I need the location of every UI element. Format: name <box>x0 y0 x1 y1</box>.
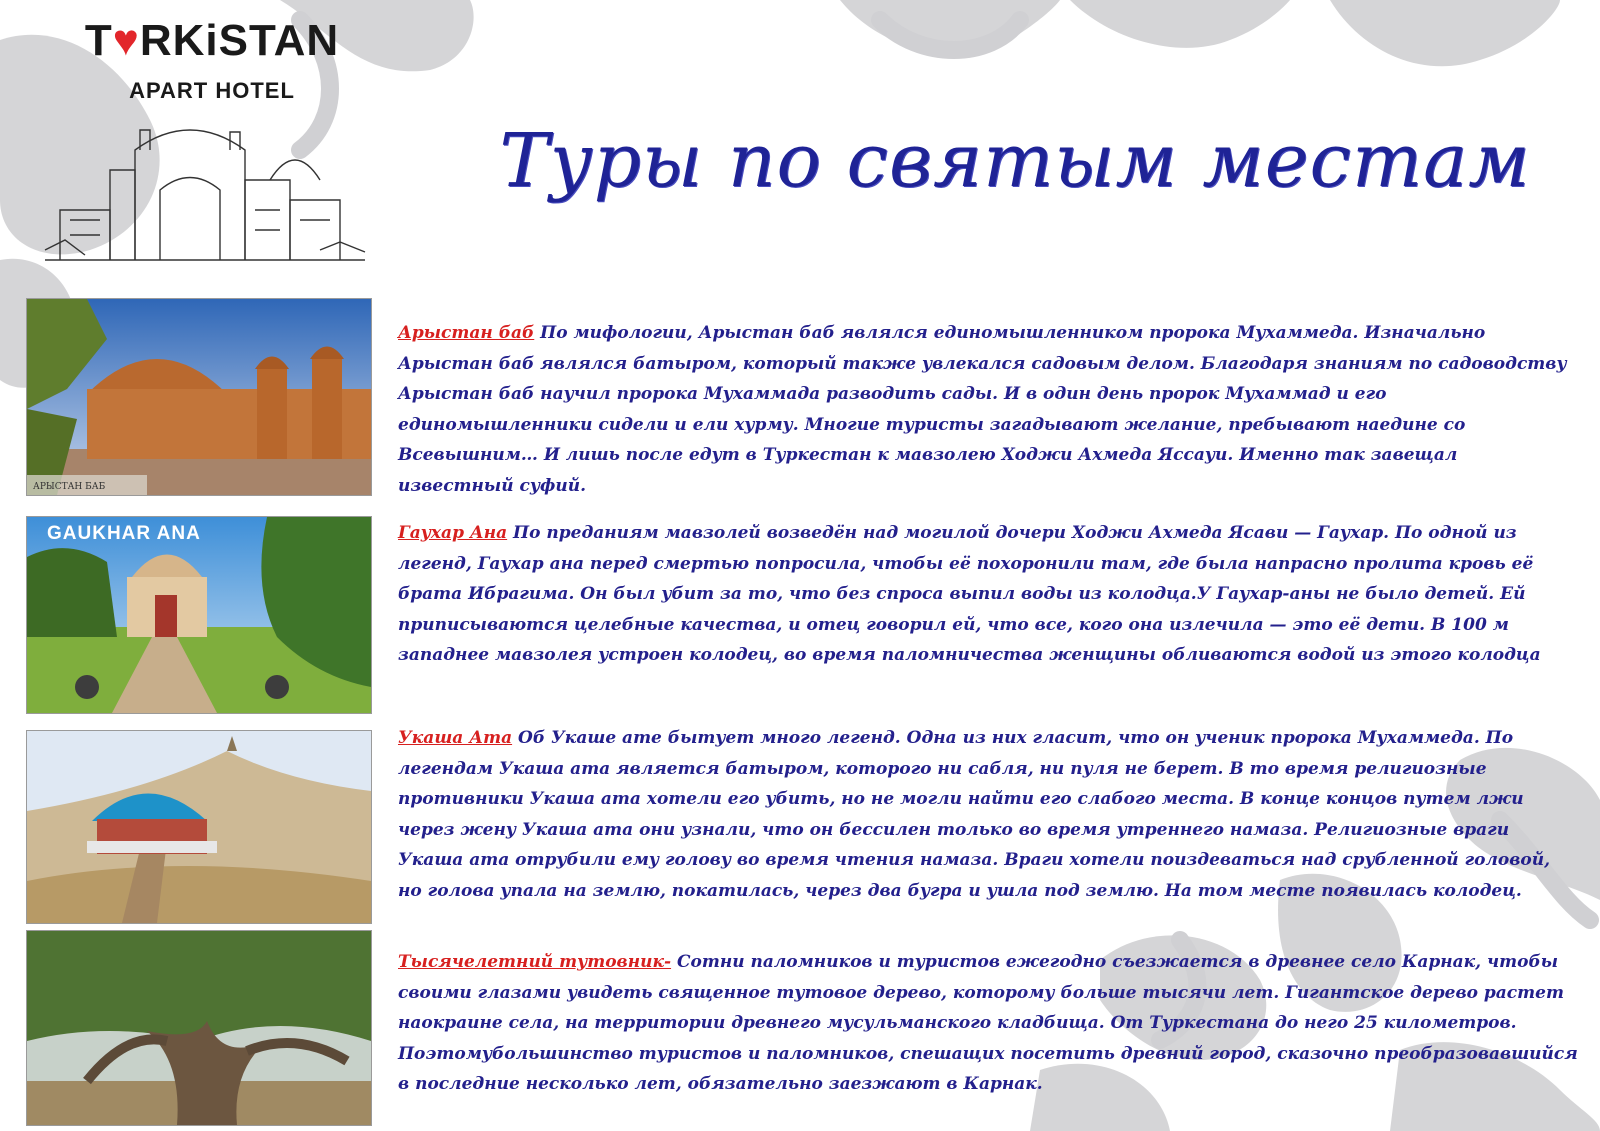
entry-ukasha-ata <box>398 723 1578 906</box>
heart-icon: ♥ <box>112 16 140 65</box>
entry-title: Гаухар Ана <box>398 523 508 543</box>
hotel-logo <box>40 10 370 275</box>
photo-arystan-bab <box>26 298 372 496</box>
entry-text: Сотни паломников и туристов ежегодно съезжается в древнее село Карнак, чтобы своими глазами увидеть священное тутовое дерево, которому больше тысячи лет. Гигантское дерево растет наокраине села, на территории древнего мусульманского кладбища. От Туркестана до него 25 километров. Поэтомубольшинство туристов и паломников, спешащих посетить древний город, сказочно преобразовавшийся в последние несколько лет, обязательно заезжают в Карнак. <box>398 952 1578 1094</box>
photo-ukasha-ata <box>26 730 372 924</box>
logo-subtitle: APART HOTEL <box>129 78 295 103</box>
entry-arystan-bab <box>398 318 1578 501</box>
entry-mulberry-tree <box>398 947 1578 1100</box>
photo-mulberry-tree <box>26 930 372 1126</box>
photo-caption: GAUKHAR ANA <box>47 523 201 544</box>
entry-text: По мифологии, Арыстан баб являлся единомышленником пророка Мухаммеда. Изначально Арыстан баб являлся батыром, который также увлекался садовым делом. Благодаря знаниям по садоводству Арыстан баб научил пророка Мухаммада разводить сады. И в один день пророк Мухаммад и его единомышленники сидели и ели хурму. Многие туристы загадывают желание, пребывают наедине со Всевышним… И лишь после едут в Туркестан к мавзолею Ходжи Ахмеда Яссауи. Именно так завещал известный суфий. <box>398 323 1567 496</box>
photo-mulberry-tree-image <box>27 931 371 1125</box>
entry-title: Тысячелетний тутовник- <box>398 952 672 972</box>
entry-text: По преданиям мавзолей возведён над могилой дочери Ходжи Ахмеда Ясави — Гаухар. По одной из легенд, Гаухар ана перед смертью попросила, чтобы её похоронили там, где была напрасно пролита кровь её брата Ибрагима. Он был убит за то, что без спроса выпил воды из колодца.У Гаухар-аны не было детей. Ей приписываются целебные качества, и отец говорил ей, что все, кого она излечила — это её дети. В 100 м западнее мавзолея устроен колодец, во время паломничества женщины обливаются водой из этого колодца <box>398 523 1541 665</box>
entry-gaukhar-ana <box>398 518 1578 671</box>
page-title: Туры по святым местам <box>499 118 1531 204</box>
photo-gaukhar-ana <box>26 516 372 714</box>
entry-text: Об Укаше ате бытует много легенд. Одна из них гласит, что он ученик пророка Мухаммеда. По легендам Укаша ата является батыром, которого ни сабля, ни пуля не берет. В то время религиозные противники Укаша ата хотели его убить, но не могли найти его слабого места. В конце концов путем лжи через жену Укаша ата они узнали, что он бессилен только во время утреннего намаза. Религиозные враги Укаша ата отрубили ему голову во время чтения намаза. Враги хотели поиздеваться над срубленной головой, но голова упала на землю, покатилась, через два бугра и ушла под землю. На том месте появилась колодец. <box>398 728 1551 901</box>
photo-arystan-bab-image <box>27 299 371 495</box>
photo-gaukhar-ana-image <box>27 517 371 713</box>
entry-title: Укаша Ата <box>398 728 513 748</box>
photo-caption: АРЫСТАН БАБ <box>33 482 106 492</box>
logo-letter-t: T <box>84 16 113 65</box>
photo-ukasha-ata-image <box>27 731 371 923</box>
logo-wordmark <box>62 16 362 66</box>
mausoleum-sketch-icon <box>40 110 370 270</box>
entry-title: Арыстан баб <box>398 323 535 343</box>
logo-letters: RKiSTAN <box>139 16 340 65</box>
